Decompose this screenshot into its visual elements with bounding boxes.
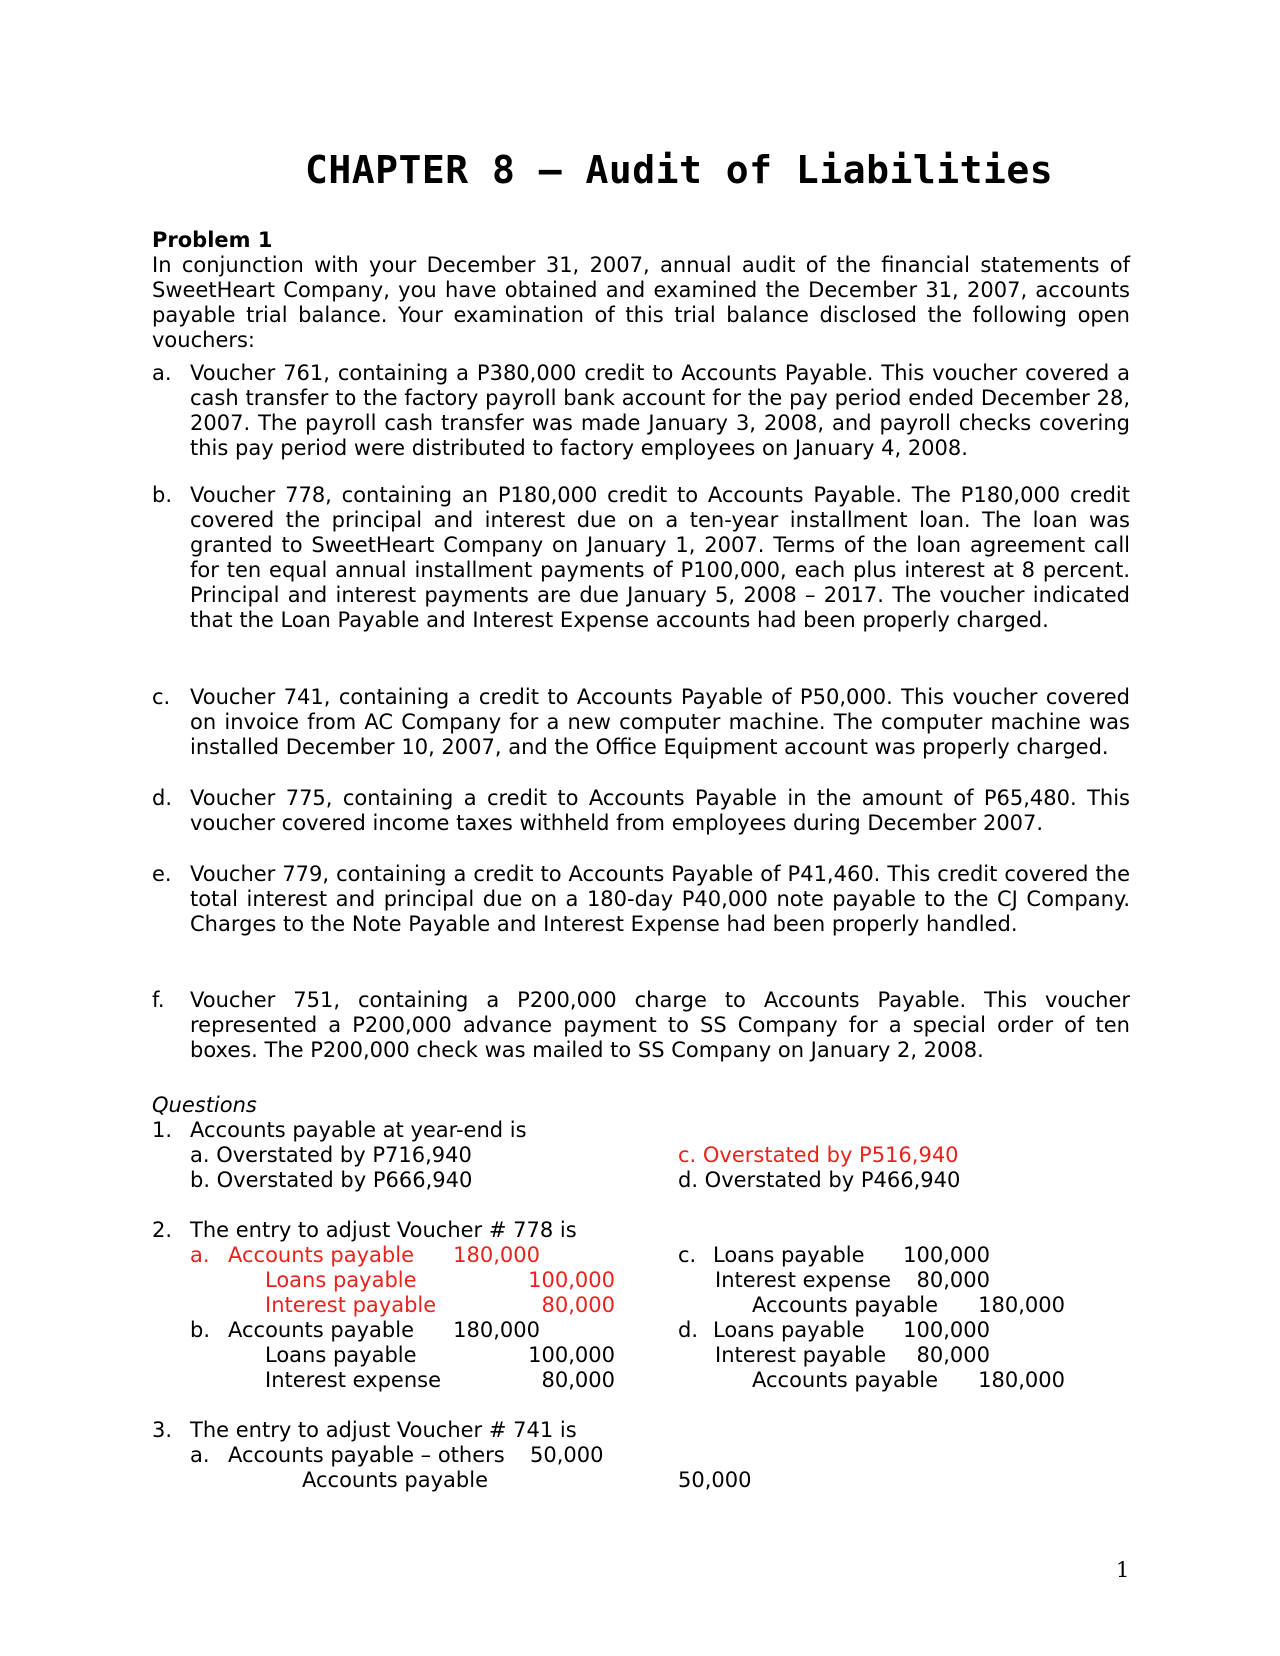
entry-account: Interest expense: [265, 1368, 441, 1392]
voucher-text: Voucher 751, containing a P200,000 charge to Accounts Payable. This voucher represented a P200,000 advance payment to SS Company for a special order of ten boxes. The P200,000 check was mailed to SS Company on January 2, 2008.: [190, 988, 1130, 1062]
choice-b: b. Overstated by P666,940: [190, 1168, 473, 1192]
voucher-text: Voucher 775, containing a credit to Accounts Payable in the amount of P65,480. This voucher covered income taxes withheld from employees during December 2007.: [190, 786, 1130, 835]
entry-account: Accounts payable: [752, 1368, 938, 1392]
entry-account: Accounts payable: [752, 1293, 938, 1317]
entry-amount: 80,000: [541, 1368, 615, 1392]
choice-d: d. Overstated by P466,940: [678, 1168, 961, 1192]
voucher-letter: f.: [152, 988, 165, 1012]
problem-heading: Problem 1: [152, 228, 273, 252]
entry-amount: 180,000: [453, 1243, 540, 1267]
entry-amount: 180,000: [978, 1368, 1065, 1392]
voucher-text: Voucher 778, containing an P180,000 credit to Accounts Payable. The P180,000 credit covered the principal and interest due on a ten-year installment loan. The loan was granted to SweetHeart Company on January 1, 2007. Terms of the loan agreement call for ten equal annual installment payments of P100,000, each plus interest at 8 percent. Principal and interest payments are due January 5, 2008 – 2017. The voucher indicated that the Loan Payable and Interest Expense accounts had been properly charged.: [190, 483, 1130, 632]
entry-account: Accounts payable: [302, 1468, 488, 1492]
voucher-text: Voucher 779, containing a credit to Accounts Payable of P41,460. This credit covered the total interest and principal due on a 180-day P40,000 note payable to the CJ Company. Charges to the Note Payable and Interest Expense had been properly handled.: [190, 862, 1130, 936]
entry-amount: 80,000: [916, 1268, 990, 1292]
voucher-item: [152, 786, 1130, 836]
entry-account: Loans payable: [713, 1243, 865, 1267]
entry-account: Loans payable: [265, 1343, 417, 1367]
voucher-text: Voucher 761, containing a P380,000 credit to Accounts Payable. This voucher covered a cash transfer to the factory payroll bank account for the pay period ended December 28, 2007. The payroll cash transfer was made January 3, 2008, and payroll checks covering this pay period were distributed to factory employees on January 4, 2008.: [190, 361, 1130, 460]
entry-account: Accounts payable: [228, 1318, 414, 1342]
chapter-title: CHAPTER 8 – Audit of Liabilities: [305, 148, 1054, 192]
entry-amount: 80,000: [541, 1293, 615, 1317]
entry-amount: 100,000: [528, 1268, 615, 1292]
question-stem: The entry to adjust Voucher # 741 is: [190, 1418, 577, 1442]
entry-account: Accounts payable: [228, 1243, 414, 1267]
choice-a: a. Overstated by P716,940: [190, 1143, 472, 1167]
entry-account: Loans payable: [713, 1318, 865, 1342]
problem-intro: In conjunction with your December 31, 2007, annual audit of the financial statements of SweetHeart Company, you have obtained and examined the December 31, 2007, accounts payable trial balance. Your examination of this trial balance disclosed the following open vouchers:: [152, 253, 1130, 352]
choice-a-letter: a.: [190, 1443, 210, 1467]
choice-b-letter: b.: [190, 1318, 211, 1342]
voucher-letter: c.: [152, 685, 171, 709]
question-number: 2.: [152, 1218, 173, 1242]
voucher-letter: d.: [152, 786, 173, 810]
voucher-letter: b.: [152, 483, 173, 507]
entry-amount: 180,000: [453, 1318, 540, 1342]
entry-amount: 80,000: [916, 1343, 990, 1367]
page-number: 1: [1116, 1558, 1130, 1582]
entry-account: Loans payable: [265, 1268, 417, 1292]
voucher-text: Voucher 741, containing a credit to Accounts Payable of P50,000. This voucher covered on invoice from AC Company for a new computer machine. The computer machine was installed December 10, 2007, and the Office Equipment account was properly charged.: [190, 685, 1130, 759]
choice-c-letter: c.: [678, 1243, 697, 1267]
questions-label: Questions: [152, 1093, 257, 1117]
entry-account: Interest payable: [715, 1343, 887, 1367]
entry-account: Interest payable: [265, 1293, 437, 1317]
entry-amount: 100,000: [528, 1343, 615, 1367]
entry-amount: 100,000: [903, 1318, 990, 1342]
entry-amount: 100,000: [903, 1243, 990, 1267]
voucher-letter: e.: [152, 862, 172, 886]
voucher-letter: a.: [152, 361, 172, 385]
question-stem: The entry to adjust Voucher # 778 is: [190, 1218, 577, 1242]
entry-amount: 50,000: [678, 1468, 752, 1492]
voucher-item: [152, 483, 1130, 633]
voucher-item: [152, 988, 1130, 1063]
entry-amount: 50,000: [530, 1443, 604, 1467]
question-stem: Accounts payable at year-end is: [190, 1118, 527, 1142]
voucher-item: [152, 862, 1130, 937]
voucher-item: [152, 685, 1130, 760]
question-number: 1.: [152, 1118, 173, 1142]
voucher-item: [152, 361, 1130, 461]
choice-c-answer: c. Overstated by P516,940: [678, 1143, 959, 1167]
entry-account: Interest expense: [715, 1268, 891, 1292]
choice-d-letter: d.: [678, 1318, 699, 1342]
question-number: 3.: [152, 1418, 173, 1442]
entry-amount: 180,000: [978, 1293, 1065, 1317]
entry-account: Accounts payable – others: [228, 1443, 505, 1467]
choice-a-letter: a.: [190, 1243, 210, 1267]
